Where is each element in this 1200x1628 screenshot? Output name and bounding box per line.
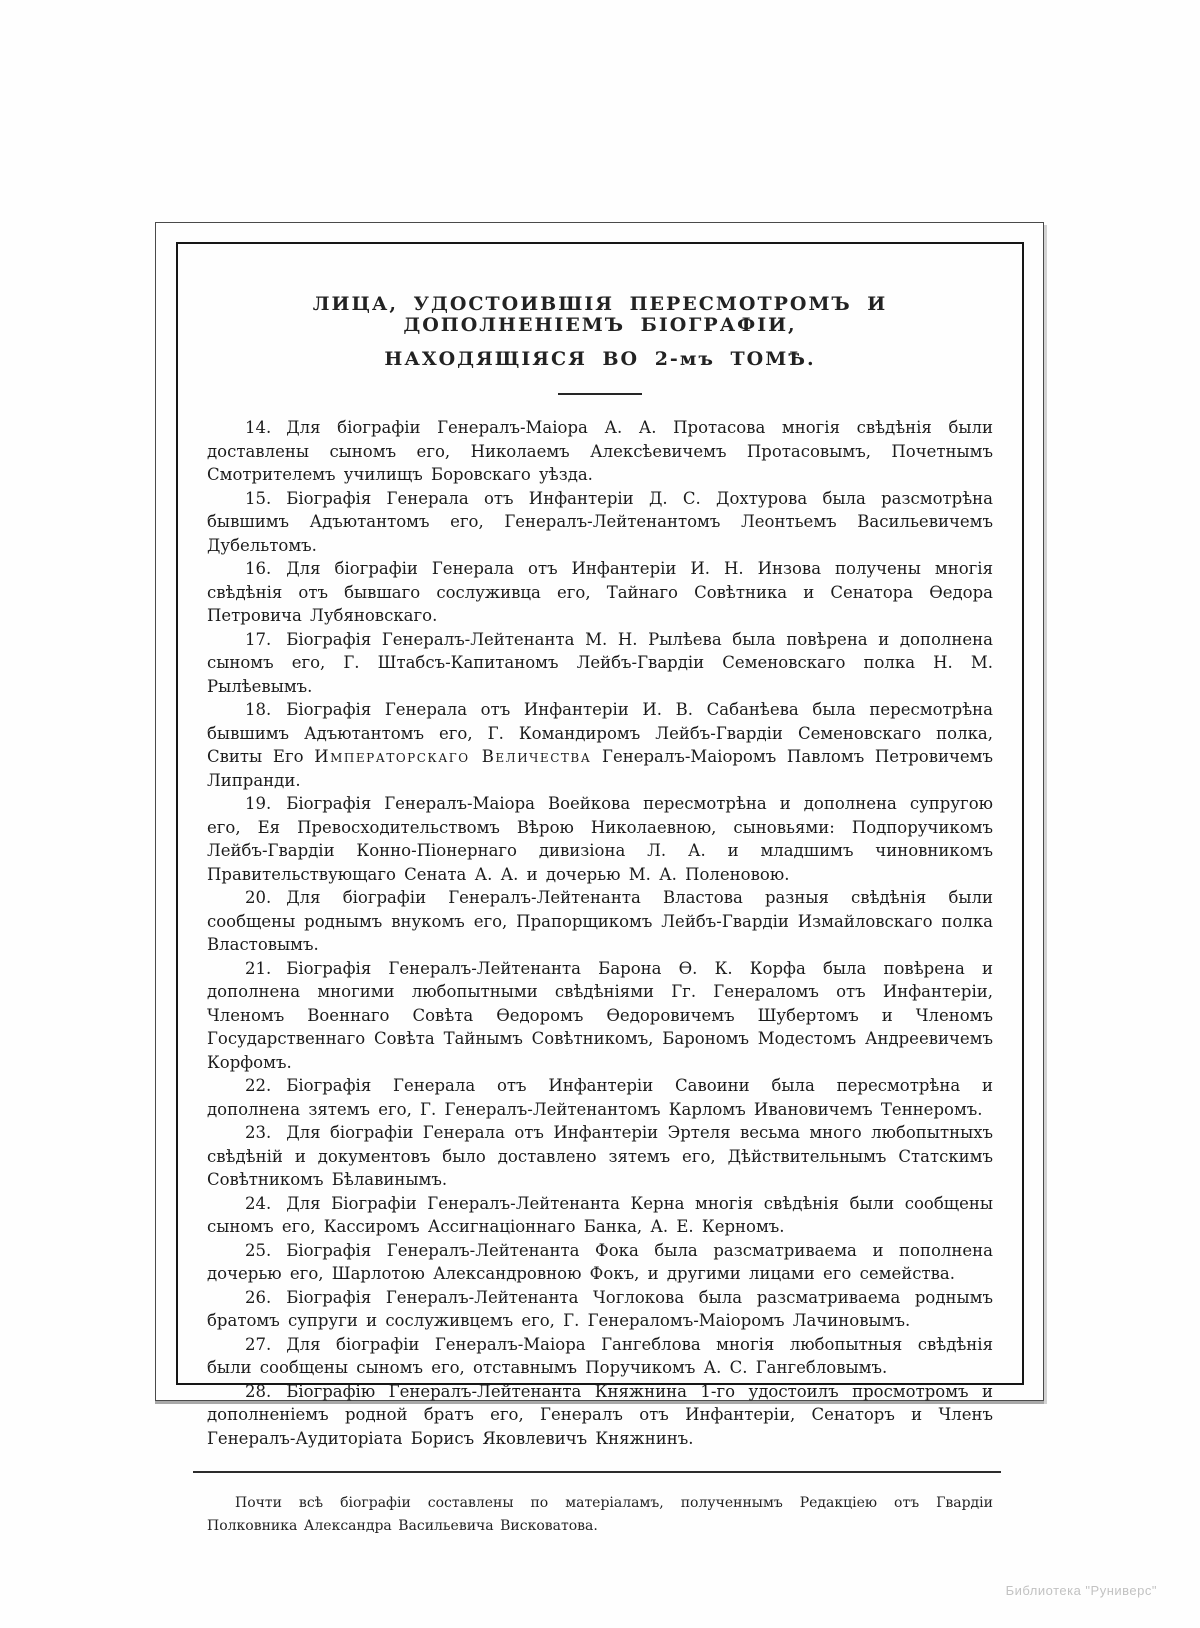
item-text: Для біографіи Генерала отъ Инфантеріи Эртеля весьма много любопытныхъ свѣдѣній и документовъ было доставлено зятемъ его, Дѣйствительнымъ Статскимъ Совѣтникомъ Бѣлавинымъ. <box>207 1123 993 1189</box>
item-text: Біографія Генерала отъ Инфантеріи И. В. Сабанѣева была пересмотрѣна бывшимъ Адъютантомъ его, Г. Командиромъ Лейбъ-Гвардіи Семеновскаго полка, Свиты Его <box>207 700 993 766</box>
title-line-1: ЛИЦА, УДОСТОИВШІЯ ПЕРЕСМОТРОМЪ И ДОПОЛНЕНІЕМЪ БІОГРАФІИ, <box>312 293 888 336</box>
list-item <box>207 957 993 1075</box>
list-item <box>207 1333 993 1380</box>
list-item <box>207 416 993 487</box>
item-text: Біографія Генерала отъ Инфантеріи Д. С. Дохтурова была разсмотрѣна бывшимъ Адъютантомъ его, Генералъ-Лейтенантомъ Леонтьемъ Васильевичемъ Дубельтомъ. <box>207 488 993 555</box>
page-title <box>207 294 993 370</box>
item-text: Біографія Генералъ-Лейтенанта Чоглокова была разсматриваема роднымъ братомъ супруги и сослуживцемъ его, Г. Генераломъ-Маіоромъ Лачиновымъ. <box>207 1287 993 1330</box>
item-number: 14. <box>245 418 272 437</box>
list-item <box>207 792 993 886</box>
title-line-2: НАХОДЯЩІЯСЯ ВО 2-мъ ТОМѢ. <box>384 348 816 370</box>
list-item <box>207 557 993 628</box>
watermark: Библиотека "Руниверс" <box>1005 1583 1157 1598</box>
list-item <box>207 886 993 957</box>
item-text: Біографія Генералъ-Лейтенанта Фока была разсматриваема и пополнена дочерью его, Шарлотою Александровною Фокъ, и другими лицами его семейства. <box>207 1240 993 1283</box>
item-number: 17. <box>245 629 272 649</box>
item-text-smallcaps: Императорскаго Величества <box>314 747 592 766</box>
item-number: 18. <box>245 700 272 719</box>
item-text: Для біографіи Генералъ-Маіора А. А. Протасова многія свѣдѣнія были доставлены сыномъ его, Николаемъ Алексѣевичемъ Протасовымъ, Почетнымъ Смотрителемъ училищъ Боровскаго уѣзда. <box>207 418 993 484</box>
item-text: Біографія Генералъ-Лейтенанта М. Н. Рылѣева была повѣрена и дополнена сыномъ его, Г. Штабсъ-Капитаномъ Лейбъ-Гвардіи Семеновскаго полка Н. М. Рылѣевымъ. <box>207 629 993 696</box>
outer-frame <box>155 222 1044 1534</box>
item-text: Біографія Генералъ-Маіора Воейкова пересмотрѣна и дополнена супругою его, Ея Превосходительствомъ Вѣрою Николаевною, сыновьями: Подпоручикомъ Лейбъ-Гвардіи Конно-Піонернаго дивизіона Л. А. и младшимъ чиновникомъ Правительствующаго Сената А. А. и дочерью М. А. Поленовою. <box>207 794 993 884</box>
item-number: 25. <box>245 1240 272 1260</box>
list-item <box>207 698 993 792</box>
list-item <box>207 1192 993 1239</box>
item-number: 22. <box>245 1076 272 1095</box>
item-number: 24. <box>245 1193 272 1213</box>
item-number: 28. <box>245 1381 272 1401</box>
item-text: Для біографіи Генералъ-Лейтенанта Властова разныя свѣдѣнія были сообщены роднымъ внукомъ его, Прапорщикомъ Лейбъ-Гвардіи Измайловскаго полка Властовымъ. <box>207 888 993 954</box>
list-item <box>207 1121 993 1192</box>
item-text-after: Генералъ-Маіоромъ Павломъ Петровичемъ Липранди. <box>207 747 993 790</box>
footnote-divider <box>193 1471 1001 1473</box>
list-item <box>207 1239 993 1286</box>
item-number: 15. <box>245 488 272 508</box>
list-item <box>207 628 993 699</box>
list-item <box>207 1286 993 1333</box>
item-number: 27. <box>245 1334 272 1354</box>
item-text: Біографія Генерала отъ Инфантеріи Савоини была пересмотрѣна и дополнена зятемъ его, Г. Генералъ-Лейтенантомъ Карломъ Ивановичемъ Теннеромъ. <box>207 1076 993 1119</box>
item-number: 16. <box>245 559 272 578</box>
title-divider <box>558 393 642 395</box>
inner-frame <box>176 242 1024 1534</box>
list-item <box>207 1380 993 1451</box>
item-text: Біографію Генералъ-Лейтенанта Княжнина 1-го удостоилъ просмотромъ и дополненіемъ родной братъ его, Генералъ отъ Инфантеріи, Сенаторъ и Членъ Генералъ-Аудиторіата Борисъ Яковлевичъ Княжнинъ. <box>207 1381 993 1448</box>
item-number: 20. <box>245 888 272 907</box>
list-item <box>207 487 993 558</box>
item-text: Для біографіи Генерала отъ Инфантеріи И. Н. Инзова получены многія свѣдѣнія отъ бывшаго сослуживца его, Тайнаго Совѣтника и Сенатора Ѳедора Петровича Лубяновскаго. <box>207 559 993 625</box>
item-number: 19. <box>245 794 272 813</box>
item-text: Для Біографіи Генералъ-Лейтенанта Керна многія свѣдѣнія были сообщены сыномъ его, Кассиромъ Ассигнаціоннаго Банка, А. Е. Керномъ. <box>207 1193 993 1236</box>
item-text: Біографія Генералъ-Лейтенанта Барона Ѳ. К. Корфа была повѣрена и дополнена многими любопытными свѣдѣніями Гг. Генераломъ отъ Инфантеріи, Членомъ Военнаго Совѣта Ѳедоромъ Ѳедоровичемъ Шубертомъ и Членомъ Государственнаго Совѣта Тайнымъ Совѣтникомъ, Барономъ Модестомъ Андреевичемъ Корфомъ. <box>207 958 993 1072</box>
footnote: Почти всѣ біографіи составлены по матеріаламъ, полученнымъ Редакціею отъ Гвардіи Полковника Александра Васильевича Висковатова. <box>207 1495 993 1534</box>
item-number: 23. <box>245 1123 272 1142</box>
list-item <box>207 1074 993 1121</box>
item-text: Для біографіи Генералъ-Маіора Гангеблова многія любопытныя свѣдѣнія были сообщены сыномъ его, отставнымъ Поручикомъ А. С. Гангебловымъ. <box>207 1334 993 1377</box>
item-number: 26. <box>245 1287 272 1307</box>
item-number: 21. <box>245 958 272 978</box>
biography-list <box>207 416 993 1450</box>
